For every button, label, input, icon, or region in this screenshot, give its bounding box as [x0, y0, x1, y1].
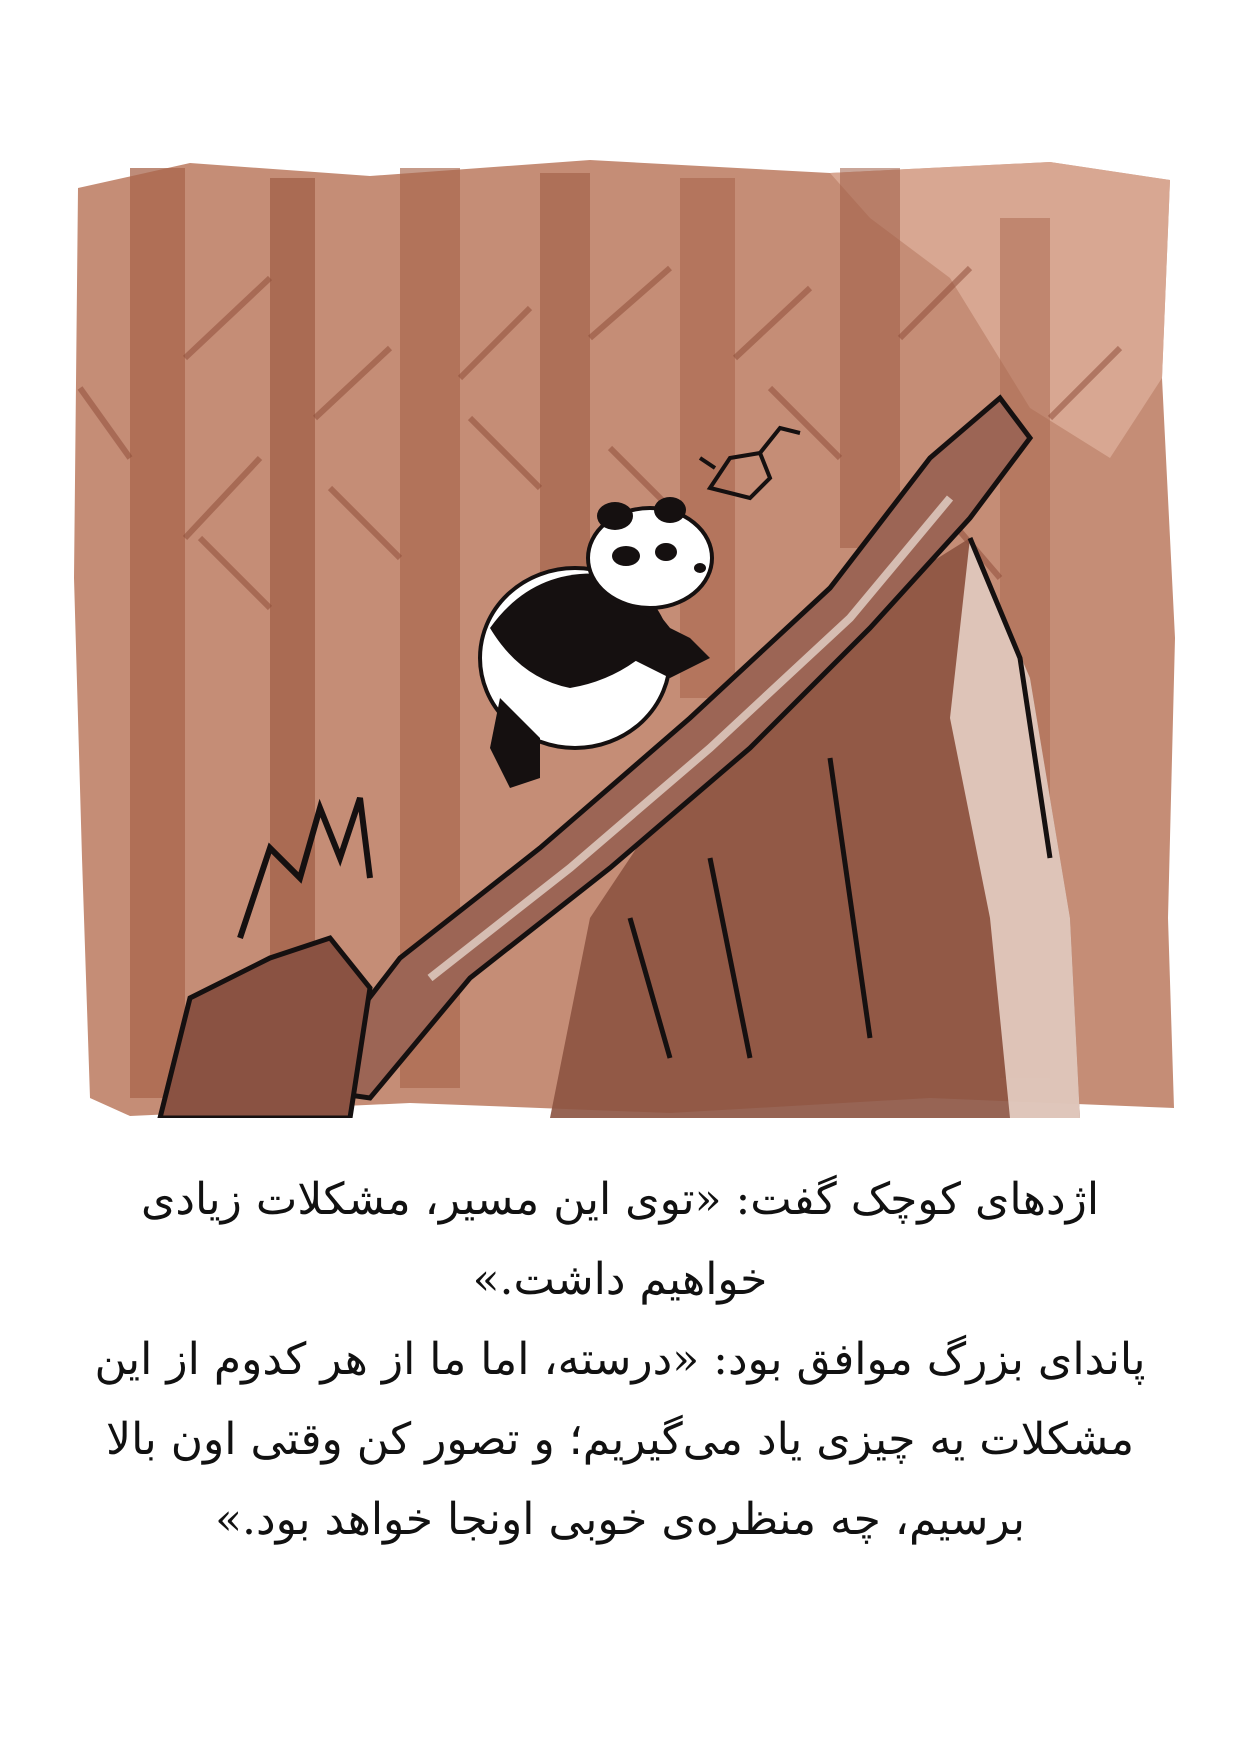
panda-ear	[654, 497, 686, 523]
tree-trunk	[680, 178, 735, 698]
panda-eye-patch	[655, 543, 677, 561]
panda-eye-patch	[612, 546, 640, 566]
panda-tree-illustration	[70, 158, 1180, 1118]
story-paragraph-2: پاندای بزرگ موافق بود: «درسته، اما ما از هر کدوم از این مشکلات یه چیزی یاد می‌گیریم؛ و تصور کن وقتی اون بالا برسیم، چه منظره‌ی خوبی اونجا خواهد بود.»	[94, 1334, 1146, 1545]
story-paragraph-1: اژدهای کوچک گفت: «توی این مسیر، مشکلات زیادی خواهیم داشت.»	[140, 1174, 1100, 1305]
panda-nose	[694, 563, 706, 573]
tree-trunk	[130, 168, 185, 1098]
illustration	[70, 158, 1180, 1118]
panda-ear	[597, 502, 633, 530]
tree-trunk	[840, 168, 900, 548]
story-text	[90, 1160, 1150, 1560]
